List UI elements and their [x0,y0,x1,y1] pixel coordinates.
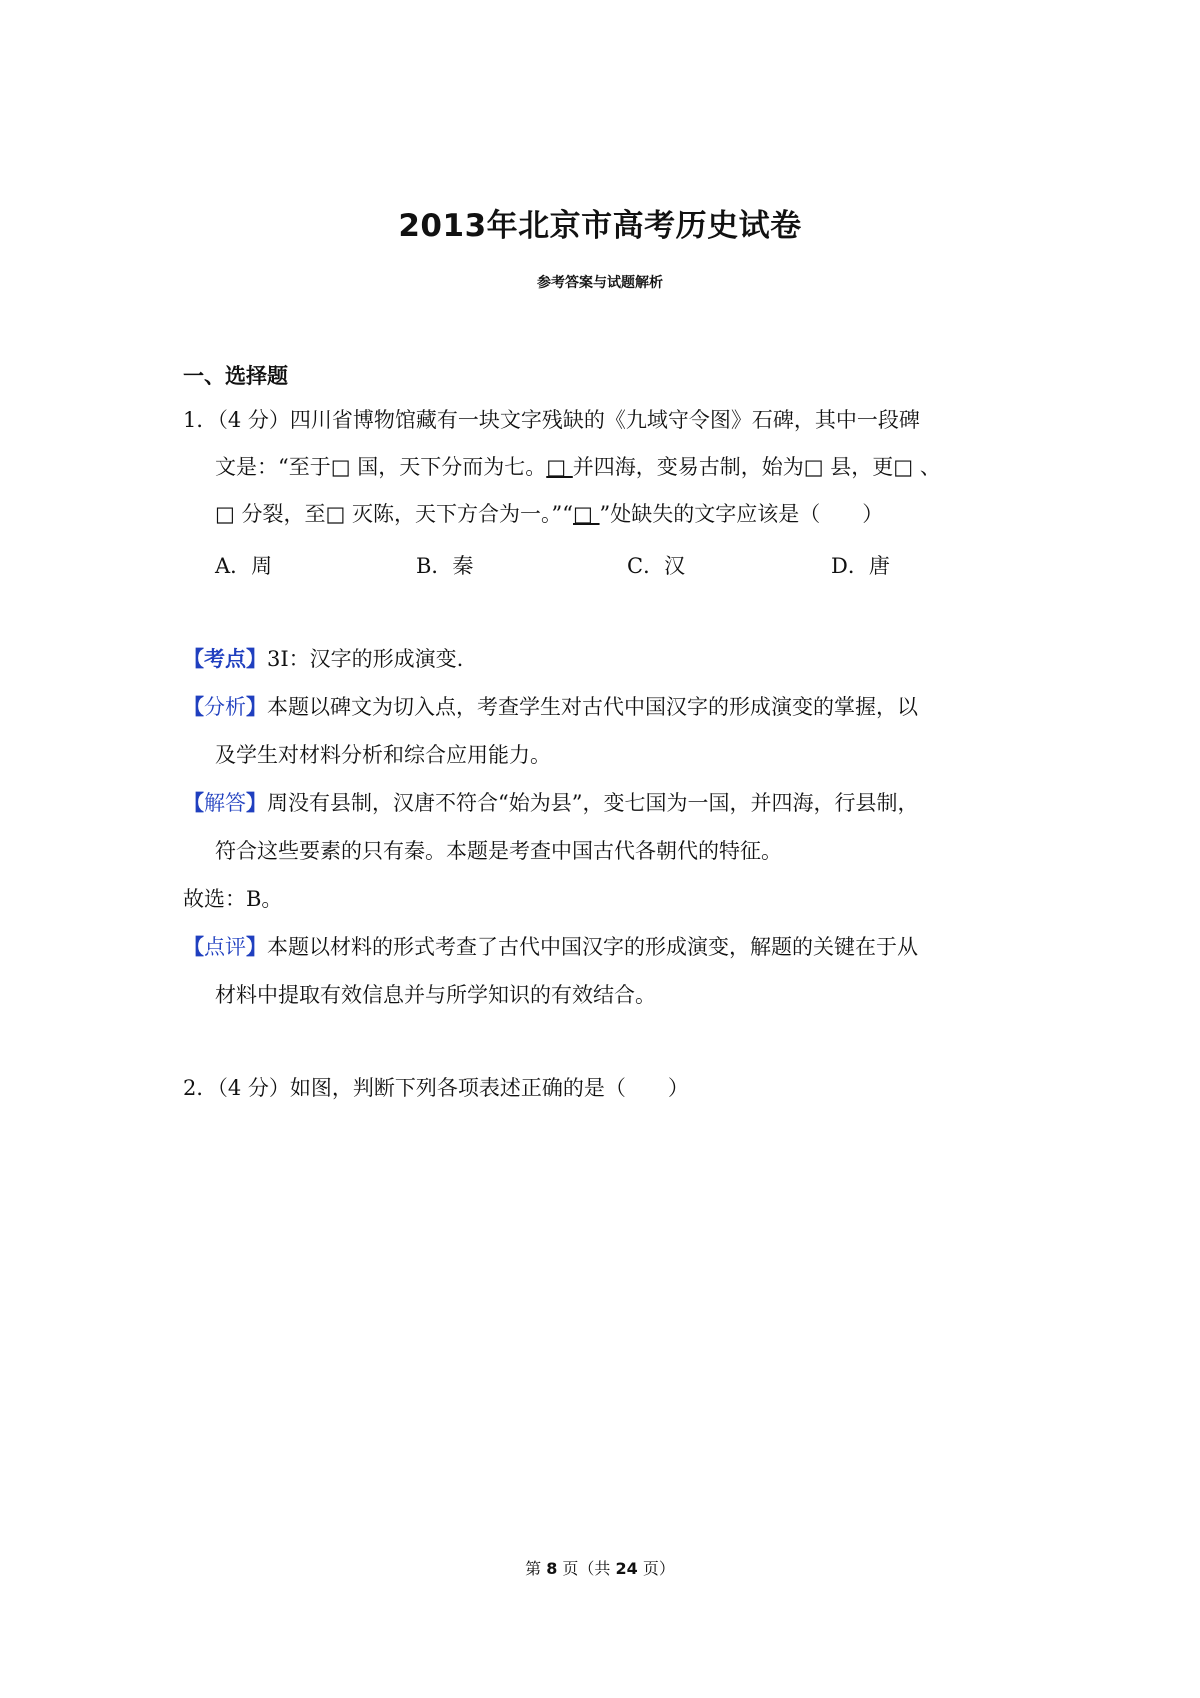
page-subtitle: 参考答案与试题解析 [537,275,663,291]
answer-line: 故选：B。 [183,887,283,911]
fenxi-line-1 [183,692,918,722]
footer-middle: 页（共 [557,1559,616,1578]
kaodian-tag: 【考点】 [183,646,267,671]
jieda-text-1: 周没有县制，汉唐不符合“始为县”，变七国为一国，并四海，行县制， [267,791,919,815]
option-b: B．秦 [416,554,474,578]
jieda-line-1 [183,788,918,818]
question-1-line-3 [215,499,883,529]
question-2-line-1: 2．（4 分）如图，判断下列各项表述正确的是（ ） [183,1076,689,1100]
footer-page-number: 8 [546,1559,558,1578]
section-heading: 一、选择题 [183,364,288,388]
option-a: A．周 [215,554,273,578]
footer-total-pages: 24 [615,1559,638,1578]
page-title: 2013年北京市高考历史试卷 [398,208,802,244]
dianping-tag-close: 】 [246,934,267,959]
missing-char-box: □ [546,455,573,479]
dianping-tag-label: 点评 [204,935,246,959]
jieda-tag-label: 解答 [204,791,246,815]
question-1-line-2-text-a: 文是：“至于□ 国，天下分而为七。 [215,455,547,479]
jieda-tag-close: 】 [246,790,267,815]
kaodian-line [183,644,463,674]
question-1-line-2-text-b: 并四海，变易古制，始为□ 县，更□ 、 [572,455,941,479]
kaodian-text: 3I：汉字的形成演变. [267,647,464,671]
question-1-line-3-text-b: ”处缺失的文字应该是（ ） [599,502,884,526]
dianping-line-1 [183,932,918,962]
dianping-text-1: 本题以材料的形式考查了古代中国汉字的形成演变，解题的关键在于从 [267,935,918,959]
question-1-line-1: 1．（4 分）四川省博物馆藏有一块文字残缺的《九域守令图》石碑，其中一段碑 [183,408,920,432]
page-footer [0,1556,1200,1579]
footer-prefix: 第 [525,1559,547,1578]
footer-suffix: 页） [637,1559,675,1578]
fenxi-tag-label: 分析 [204,695,246,719]
question-1-line-3-text-a: □ 分裂，至□ 灭陈，天下方合为一。”“ [215,502,574,526]
option-c: C．汉 [627,554,686,578]
fenxi-tag-close: 】 [246,694,267,719]
fenxi-line-2: 及学生对材料分析和综合应用能力。 [215,743,551,767]
fenxi-text-1: 本题以碑文为切入点，考查学生对古代中国汉字的形成演变的掌握，以 [267,695,918,719]
missing-char-box: □ [573,502,600,526]
option-d: D．唐 [831,554,890,578]
dianping-tag-open: 【 [183,934,204,959]
jieda-line-2: 符合这些要素的只有秦。本题是考查中国古代各朝代的特征。 [215,839,782,863]
question-1-line-2 [215,452,941,482]
jieda-tag-open: 【 [183,790,204,815]
dianping-line-2: 材料中提取有效信息并与所学知识的有效结合。 [215,983,656,1007]
fenxi-tag-open: 【 [183,694,204,719]
